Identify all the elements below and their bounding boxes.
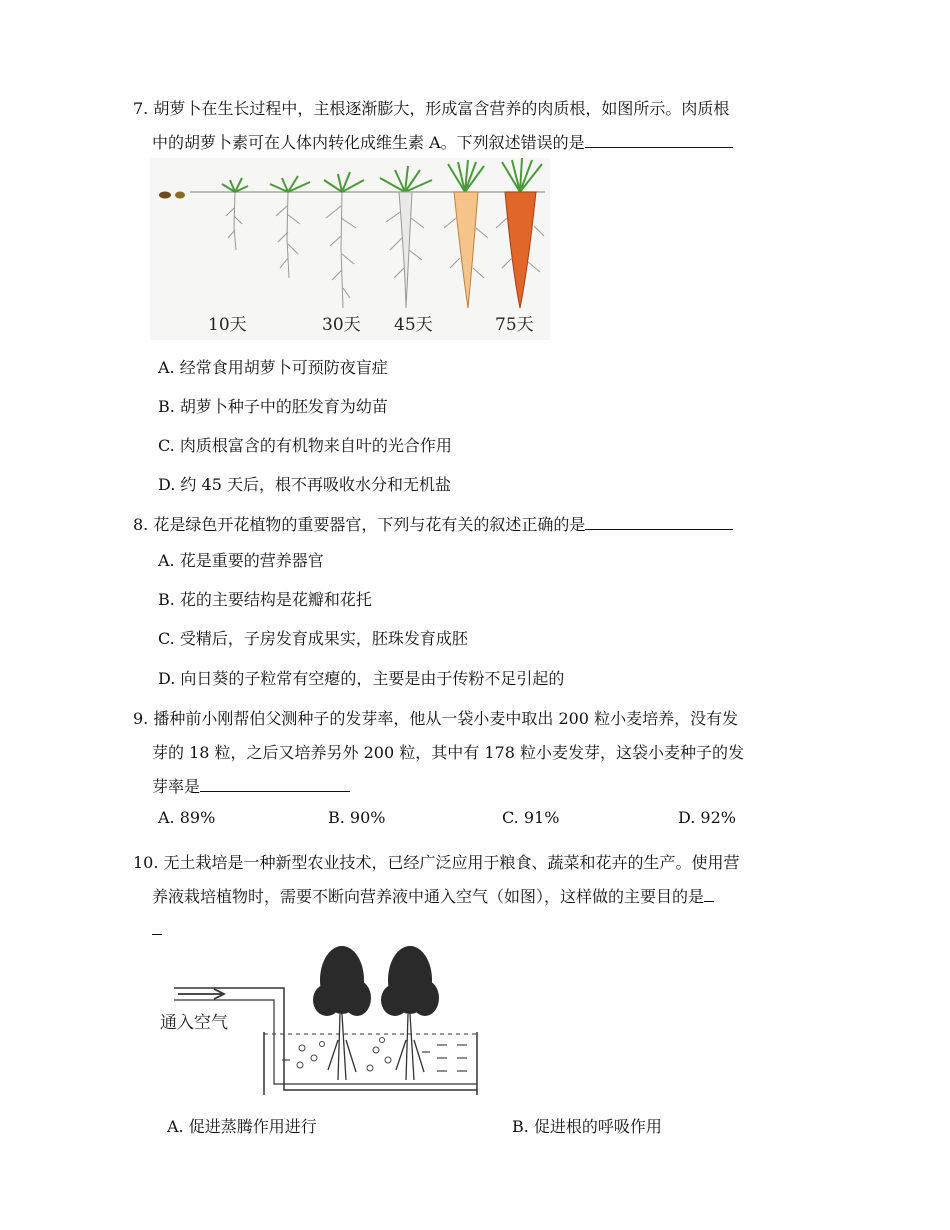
figure-label-45d: 45天 xyxy=(394,315,433,335)
q9-stem-line3 xyxy=(152,774,350,797)
figure-label-10d: 10天 xyxy=(208,315,247,335)
q9-stem-text: 芽率是 xyxy=(152,777,201,796)
q7-stem-text: 中的胡萝卜素可在人体内转化成维生素 A。下列叙述错误的是 xyxy=(152,133,585,152)
figure-label-75d: 75天 xyxy=(495,315,534,335)
q8-option-b[interactable]: B. 花的主要结构是花瓣和花托 xyxy=(158,590,372,609)
q7-option-d[interactable]: D. 约 45 天后，根不再吸收水分和无机盐 xyxy=(158,475,451,494)
q7-option-a[interactable]: A. 经常食用胡萝卜可预防夜盲症 xyxy=(158,358,388,377)
q7-stem-line1: 7. 胡萝卜在生长过程中，主根逐渐膨大，形成富含营养的肉质根，如图所示。肉质根 xyxy=(133,99,730,118)
q9-option-c[interactable]: C. 91% xyxy=(502,808,560,827)
q10-answer-blank xyxy=(704,885,714,902)
q7-option-c[interactable]: C. 肉质根富含的有机物来自叶的光合作用 xyxy=(158,436,452,455)
q9-stem-line2: 芽的 18 粒，之后又培养另外 200 粒，其中有 178 粒小麦发芽，这袋小麦种子的发 xyxy=(152,743,744,762)
figure-label-air-in: 通入空气 xyxy=(160,1013,228,1033)
q10-stem-text: 养液栽培植物时，需要不断向营养液中通入空气（如图），这样做的主要目的是 xyxy=(152,887,705,906)
q8-stem-line1 xyxy=(133,512,733,535)
q10-stem-line1: 10. 无土栽培是一种新型农业技术，已经广泛应用于粮食、蔬菜和花卉的生产。使用营 xyxy=(133,853,740,872)
q8-option-d[interactable]: D. 向日葵的子粒常有空瘪的，主要是由于传粉不足引起的 xyxy=(158,669,565,688)
q10-answer-blank-cont xyxy=(152,918,162,939)
q9-stem-line1: 9. 播种前小刚帮伯父测种子的发芽率，他从一袋小麦中取出 200 粒小麦培养，没有发 xyxy=(133,709,739,728)
q10-option-a[interactable]: A. 促进蒸腾作用进行 xyxy=(167,1117,317,1136)
q8-answer-blank xyxy=(585,513,733,530)
q7-stem-line2 xyxy=(152,130,733,153)
q7-answer-blank xyxy=(585,131,733,148)
q8-stem-text: 8. 花是绿色开花植物的重要器官，下列与花有关的叙述正确的是 xyxy=(133,515,586,534)
q9-option-a[interactable]: A. 89% xyxy=(158,808,216,827)
hydroponics-figure xyxy=(152,940,492,1095)
figure-label-30d: 30天 xyxy=(322,315,361,335)
q10-stem-line2 xyxy=(152,884,714,907)
q10-option-b[interactable]: B. 促进根的呼吸作用 xyxy=(512,1117,662,1136)
q8-option-a[interactable]: A. 花是重要的营养器官 xyxy=(158,551,324,570)
q9-option-d[interactable]: D. 92% xyxy=(678,808,736,827)
q8-option-c[interactable]: C. 受精后，子房发育成果实，胚珠发育成胚 xyxy=(158,629,468,648)
q7-option-b[interactable]: B. 胡萝卜种子中的胚发育为幼苗 xyxy=(158,397,388,416)
q9-answer-blank xyxy=(200,775,350,792)
carrot-growth-figure xyxy=(150,158,550,340)
q9-option-b[interactable]: B. 90% xyxy=(328,808,386,827)
